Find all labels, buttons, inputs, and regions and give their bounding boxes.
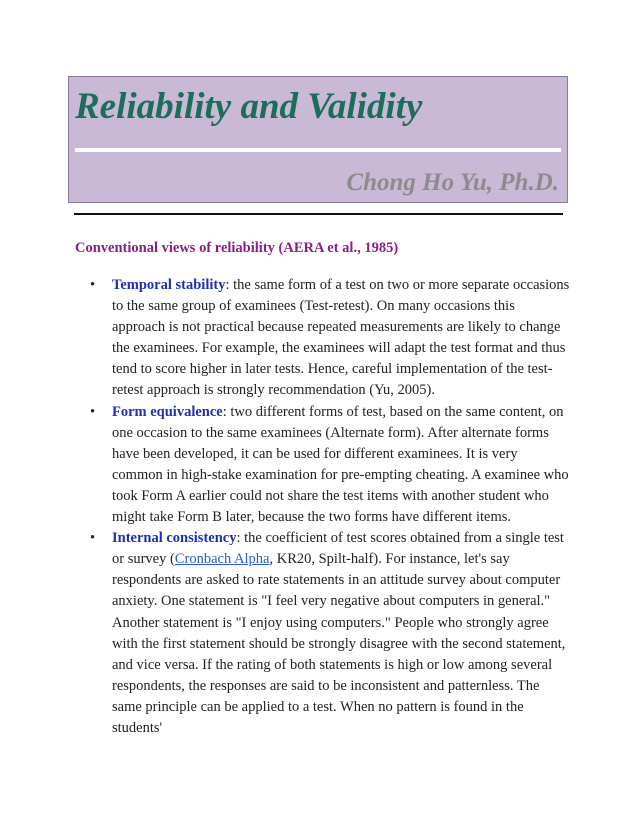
cronbach-alpha-link[interactable]: Cronbach Alpha xyxy=(174,551,270,568)
section-heading: Conventional views of reliability (AERA et al., 1985) xyxy=(75,240,399,256)
term-internal-consistency: Internal consistency xyxy=(112,530,237,547)
bullet-icon: • xyxy=(90,277,96,293)
banner-divider xyxy=(75,148,561,152)
page-divider xyxy=(74,213,563,215)
bullet-list xyxy=(90,275,570,739)
item-text: , KR20, Spilt-half). For instance, let's say respondents are asked to rate statements in an attitude survey about computer anxiety. One statement is "I feel very negative about computers in general." Another statement is "I enjoy using computers." People who strongly agree with the first statement should be strongly disagree with the second statement, and vice versa. If the rating of both statements is high or low among several respondents, the responses are said to be inconsistent and patternless. The same principle can be applied to a test. When no pattern is found in the students' xyxy=(112,551,566,736)
list-item xyxy=(90,402,570,529)
bullet-icon: • xyxy=(90,403,96,420)
bullet-icon: • xyxy=(90,530,96,547)
term-form-equivalence: Form equivalence xyxy=(112,403,223,420)
list-item xyxy=(90,528,570,739)
term-temporal-stability: Temporal stability xyxy=(112,277,226,293)
title-banner xyxy=(68,76,568,203)
item-text: : two different forms of test, based on the same content, on one occasion to the same examinees (Alternate form). After alternate forms have been developed, it can be used for different examinees. It is very common in high-stake examination for pre-empting cheating. A examinee who took Form A earlier could not share the test items with another student who might take Form B later, because the two forms have different items. xyxy=(112,403,569,526)
list-item xyxy=(90,275,570,402)
item-text: : the same form of a test on two or more separate occasions to the same group of examinees (Test-retest). On many occasions this approach is not practical because repeated measurements are likely to change the examinees. For example, the examinees will adapt the test format and thus tend to score higher in later tests. Hence, careful implementation of the test-retest approach is strongly recommendation (Yu, 2005). xyxy=(112,277,570,399)
document-title: Reliability and Validity xyxy=(75,86,423,127)
author-name: Chong Ho Yu, Ph.D. xyxy=(346,169,559,196)
item-text: : the coefficient of test scores obtained from a single test or survey ( xyxy=(112,530,564,568)
